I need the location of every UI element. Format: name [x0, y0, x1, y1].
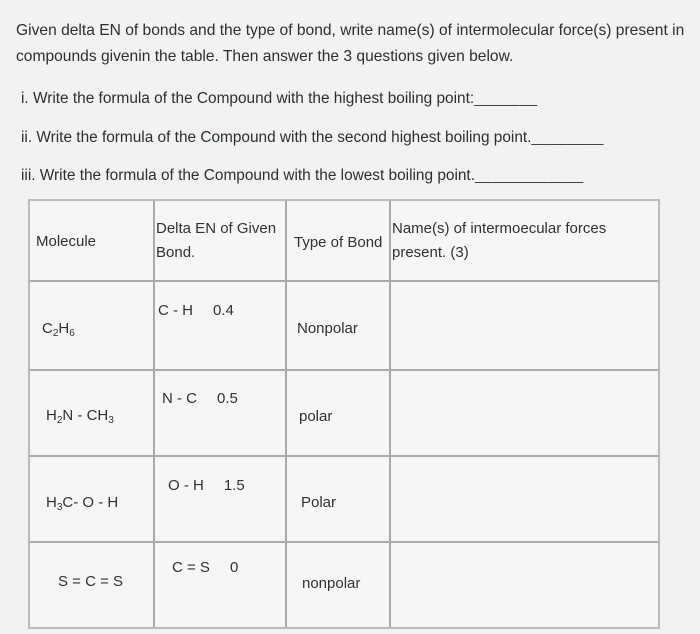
table-row-1-molecule: $C_2H_6$	[42, 320, 75, 339]
row-divider	[30, 280, 658, 282]
column-divider	[153, 201, 155, 627]
table-row-1-type: Nonpolar	[297, 320, 358, 337]
table-row-1-en: 0.4	[213, 302, 234, 319]
column-divider	[389, 201, 391, 627]
table-row-4-en: 0	[229, 559, 239, 576]
header-forces	[392, 217, 606, 265]
table-row-2-bond: N - C 0.5	[162, 390, 238, 407]
table-row-2-type: polar	[299, 408, 333, 425]
header-forces-line2: present. (3)	[392, 244, 469, 261]
question-2	[21, 129, 604, 147]
table-row-3-type: Polar	[301, 494, 337, 511]
header-molecule: Molecule	[36, 233, 97, 250]
question-1-text: i. Write the formula of the Compound with the highest boiling point:	[21, 90, 475, 107]
table-row-2-molecule: $H_2N - CH_3$	[46, 407, 114, 426]
column-divider	[285, 201, 287, 627]
header-forces-line1: Name(s) of intermoecular forces	[392, 220, 607, 237]
header-delta-en-line2: Bond.	[156, 244, 196, 261]
question-1-blank: _______	[474, 90, 538, 107]
table-row-3-en: 1.5	[223, 477, 245, 494]
header-delta-en-line1: Delta EN of Given	[156, 220, 277, 237]
question-3-text: iii. Write the formula of the Compound with the lowest boiling point.	[21, 167, 475, 184]
table-row-3-molecule: $H_3C-$ O - H	[46, 494, 119, 513]
row-divider	[30, 369, 658, 371]
instructions-text: Given delta EN of bonds and the type of bond, write name(s) of intermolecular force(s) present in compounds givenin the table. Then answer the 3 questions given below.	[16, 22, 685, 65]
bond-table	[28, 199, 660, 629]
question-3-blank: ____________	[474, 167, 584, 184]
header-delta-en	[156, 217, 276, 265]
table-row-4-molecule: S = C = S	[58, 573, 124, 590]
table-row-2-en: 0.5	[217, 390, 238, 407]
row-divider	[30, 541, 658, 543]
question-2-text: ii. Write the formula of the Compound with the second highest boiling point.	[21, 129, 532, 146]
table-row-1-bond: C - H 0.4	[158, 302, 234, 319]
table-row-4-type: nonpolar	[302, 575, 361, 592]
table-row-3-bond: O - H 1.5	[168, 477, 245, 494]
question-3	[21, 167, 584, 185]
row-divider	[30, 455, 658, 457]
question-1	[21, 90, 538, 108]
table-row-4-bond: C = S 0	[172, 559, 239, 576]
header-type-of-bond: Type of Bond	[294, 234, 383, 251]
question-2-blank: ________	[531, 129, 604, 146]
